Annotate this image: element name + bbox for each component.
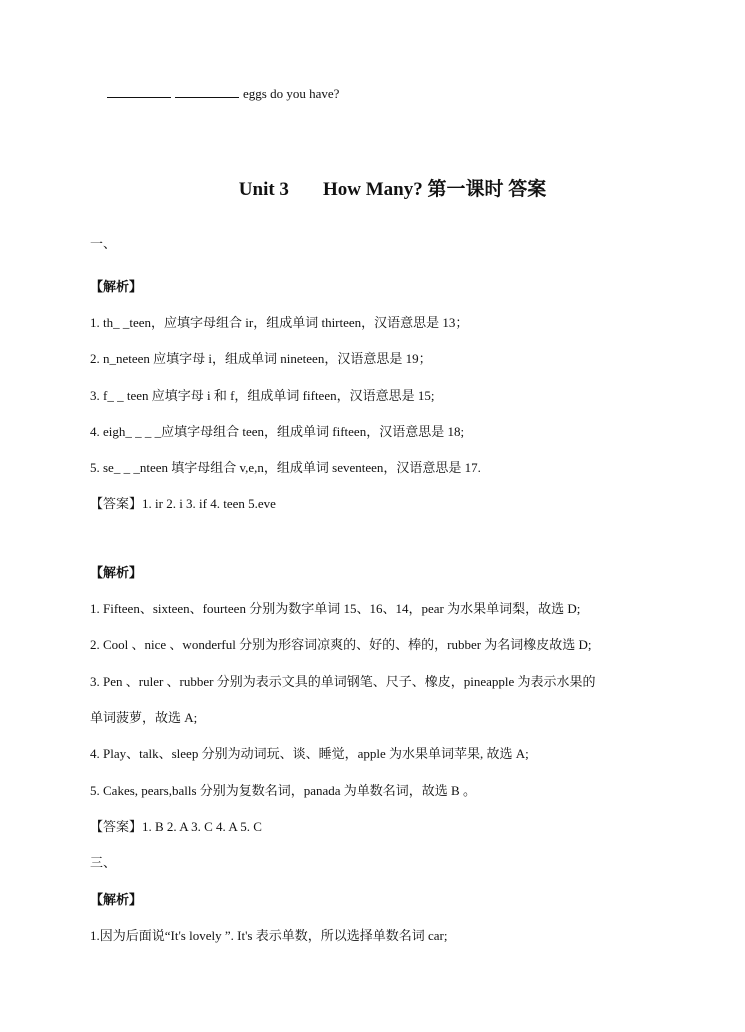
title-unit: Unit 3 bbox=[238, 179, 289, 200]
analysis-line: 5. Cakes, pears,balls 分别为复数名词，panada 为单数名词，故选 B 。 bbox=[90, 783, 476, 798]
analysis-line: 3. f_ _ teen 应填字母 i 和 f，组成单词 fifteen，汉语意思是 15; bbox=[90, 388, 435, 403]
analysis-line: 4. eigh_ _ _ _应填字母组合 teen，组成单词 fifteen，汉语意思是 18; bbox=[90, 424, 465, 439]
analysis-line: 单词菠萝，故选 A; bbox=[90, 710, 198, 725]
answer-line: 【答案】1. ir 2. i 3. if 4. teen 5.eve bbox=[90, 496, 276, 511]
answer-blank bbox=[175, 85, 239, 98]
analysis-heading: 【解析】 bbox=[90, 892, 143, 907]
analysis-line: 5. se_ _ _nteen 填字母组合 v,e,n，组成单词 seventeen，汉语意思是 17. bbox=[90, 460, 481, 475]
analysis-line: 2. Cool 、nice 、wonderful 分别为形容词凉爽的、好的、棒的，rubber 为名词橡皮故选 D; bbox=[90, 637, 592, 652]
answer-line: 【答案】1. B 2. A 3. C 4. A 5. C bbox=[90, 819, 262, 834]
analysis-line: 1. Fifteen、sixteen、fourteen 分别为数字单词 15、16、14，pear 为水果单词梨，故选 D; bbox=[90, 601, 581, 616]
question-text: eggs do you have? bbox=[243, 86, 340, 101]
analysis-line: 4. Play、talk、sleep 分别为动词玩、谈、睡觉，apple 为水果单词苹果, 故选 A; bbox=[90, 746, 529, 761]
fill-in-question bbox=[107, 85, 339, 102]
analysis-line: 1. th_ _teen，应填字母组合 ir，组成单词 thirteen，汉语意思是 13； bbox=[90, 315, 469, 330]
analysis-heading: 【解析】 bbox=[90, 565, 143, 580]
analysis-line: 3. Pen 、ruler 、rubber 分别为表示文具的单词钢笔、尺子、橡皮，pineapple 为表示水果的 bbox=[90, 674, 596, 689]
analysis-line: 2. n_neteen 应填字母 i，组成单词 nineteen，汉语意思是 19； bbox=[90, 351, 432, 366]
section-heading: 三、 bbox=[90, 855, 117, 870]
analysis-line: 1.因为后面说“It's lovely ”. It's 表示单数，所以选择单数名词 car; bbox=[90, 928, 448, 943]
section-heading: 一、 bbox=[90, 236, 117, 251]
analysis-heading: 【解析】 bbox=[90, 279, 143, 294]
page-title bbox=[0, 178, 745, 202]
title-rest: How Many? 第一课时 答案 bbox=[322, 179, 547, 200]
answer-blank bbox=[107, 85, 171, 98]
